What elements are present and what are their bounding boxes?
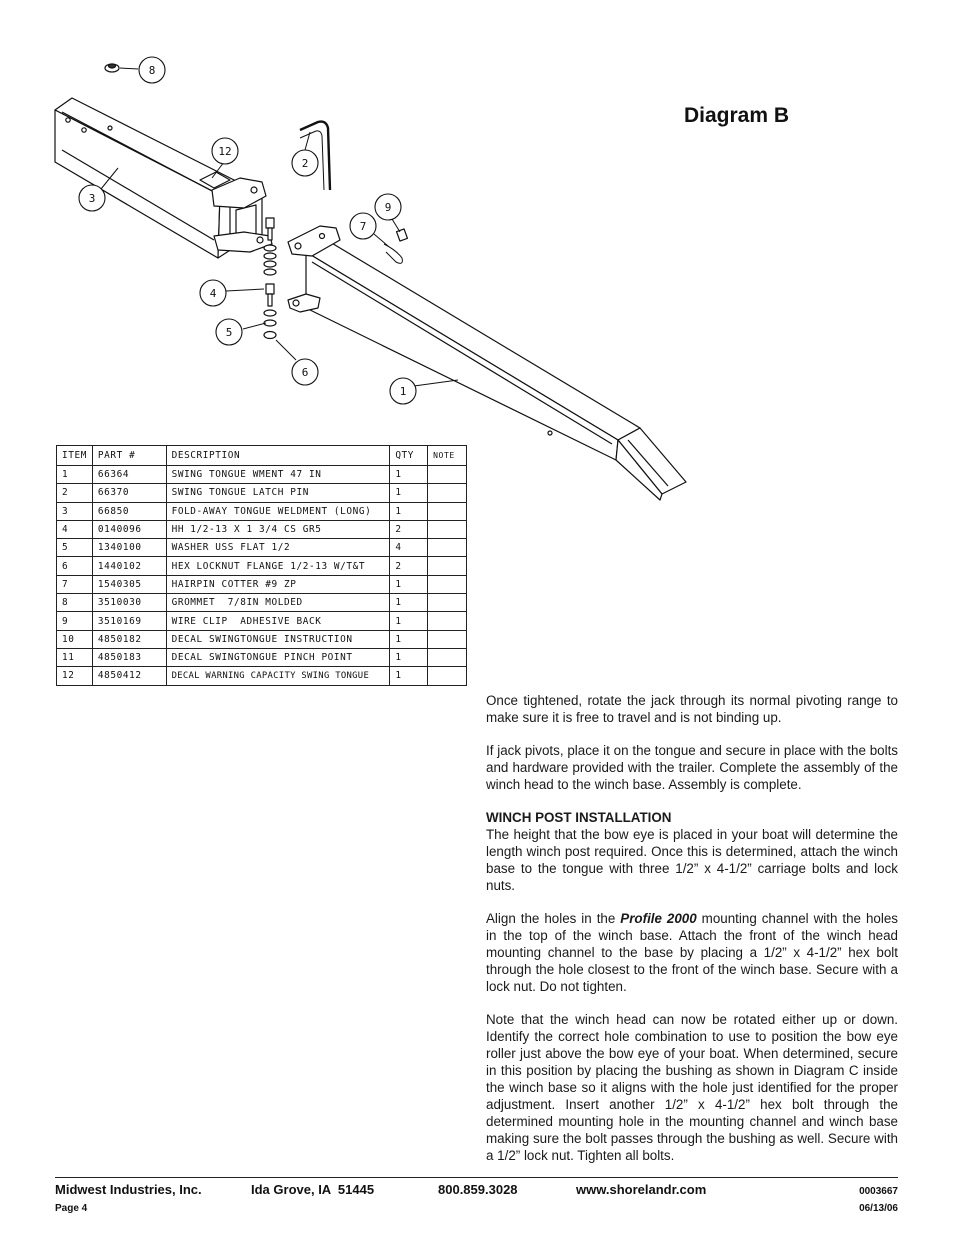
cell-part: 4850412 <box>92 667 166 685</box>
table-row <box>57 667 467 685</box>
diagram-title: Diagram B <box>684 104 790 127</box>
cell-part: 66364 <box>92 466 166 484</box>
footer-divider <box>55 1177 898 1178</box>
hairpin-cotter-part <box>384 244 402 263</box>
table-row <box>57 466 467 484</box>
callout-4 <box>200 280 226 306</box>
svg-text:2: 2 <box>301 157 309 170</box>
align-holes-text-end: mounting channel with the holes in the top of the winch base. Attach the front of the winch head mounting channel to the base by placing a 1/2” x 4-1/2” hex bolt through the hole closest to the front of the winch base. Secure with a lock nut. Do not tighten. <box>486 911 898 994</box>
cell-part: 1340100 <box>92 539 166 557</box>
callout-2 <box>292 150 318 176</box>
cell-note <box>428 594 467 612</box>
cell-item: 3 <box>57 502 93 520</box>
callout-12 <box>212 138 238 164</box>
svg-text:7: 7 <box>359 220 367 233</box>
parts-list-table <box>56 445 467 686</box>
table-row <box>57 612 467 630</box>
cell-qty: 2 <box>390 520 428 538</box>
cell-qty: 1 <box>390 575 428 593</box>
table-row <box>57 557 467 575</box>
table-row <box>57 502 467 520</box>
cell-qty: 1 <box>390 630 428 648</box>
cell-note <box>428 520 467 538</box>
cell-item: 8 <box>57 594 93 612</box>
paragraph-winch-rotation: Note that the winch head can now be rotated either up or down. Identify the correct hole combination to use to position the bow eye roller just above the bow eye of your boat. When determined, secure in this position by placing the bushing as shown in Diagram C inside the winch base so it aligns with the hole just identified for the proper adjustment. Insert another 1/2” x 4-1/2” hex bolt through the determined mounting hole in the mounting channel and winch base making sure the bolt passes through the bushing as well. Secure with a 1/2” lock nut. Tighten all bolts. <box>486 1012 898 1163</box>
header-item: ITEM <box>57 446 93 466</box>
cell-qty: 1 <box>390 484 428 502</box>
cell-qty: 1 <box>390 466 428 484</box>
table-row <box>57 520 467 538</box>
cell-qty: 4 <box>390 539 428 557</box>
cell-part: 1540305 <box>92 575 166 593</box>
footer-page-number: Page 4 <box>55 1203 88 1214</box>
cell-note <box>428 612 467 630</box>
cell-item: 5 <box>57 539 93 557</box>
cell-item: 9 <box>57 612 93 630</box>
cell-qty: 1 <box>390 648 428 666</box>
fastener-stack-lower <box>264 284 276 339</box>
callout-9 <box>375 194 401 220</box>
cell-description: DECAL WARNING CAPACITY SWING TONGUE <box>166 667 390 685</box>
cell-note <box>428 575 467 593</box>
cell-item: 4 <box>57 520 93 538</box>
cell-item: 7 <box>57 575 93 593</box>
footer-date: 06/13/06 <box>859 1203 898 1214</box>
paragraph-winch-post-height: The height that the bow eye is placed in your boat will determine the length winch post required. Once this is determined, attach the winch base to the tongue with three 1/2” x 4-1/2” carriage bolts and lock nuts. <box>486 827 898 893</box>
cell-part: 3510169 <box>92 612 166 630</box>
cell-description: DECAL SWINGTONGUE PINCH POINT <box>166 648 390 666</box>
svg-text:4: 4 <box>209 287 217 300</box>
cell-item: 6 <box>57 557 93 575</box>
cell-note <box>428 466 467 484</box>
paragraph-jack-pivots: If jack pivots, place it on the tongue and secure in place with the bolts and hardware provided with the trailer. Complete the assembly of the winch head to the winch base. Assembly is complete. <box>486 743 898 792</box>
fold-away-tongue-part <box>55 98 272 258</box>
table-row <box>57 630 467 648</box>
cell-item: 2 <box>57 484 93 502</box>
footer-company: Midwest Industries, Inc. <box>55 1182 202 1197</box>
cell-note <box>428 630 467 648</box>
cell-qty: 1 <box>390 594 428 612</box>
instructions-text <box>486 692 898 1164</box>
cell-note <box>428 667 467 685</box>
table-row <box>57 539 467 557</box>
cell-part: 1440102 <box>92 557 166 575</box>
grommet-part <box>105 64 119 72</box>
cell-description: FOLD-AWAY TONGUE WELDMENT (LONG) <box>166 502 390 520</box>
cell-item: 11 <box>57 648 93 666</box>
callout-1 <box>390 378 416 404</box>
svg-text:6: 6 <box>301 366 309 379</box>
cell-note <box>428 539 467 557</box>
cell-description: HEX LOCKNUT FLANGE 1/2-13 W/T&T <box>166 557 390 575</box>
callout-8 <box>139 57 165 83</box>
cell-note <box>428 557 467 575</box>
cell-description: DECAL SWINGTONGUE INSTRUCTION <box>166 630 390 648</box>
cell-part: 66850 <box>92 502 166 520</box>
cell-item: 10 <box>57 630 93 648</box>
header-part-number: PART # <box>92 446 166 466</box>
cell-qty: 1 <box>390 667 428 685</box>
cell-description: GROMMET 7/8IN MOLDED <box>166 594 390 612</box>
callout-3 <box>79 185 105 211</box>
cell-description: HH 1/2-13 X 1 3/4 CS GR5 <box>166 520 390 538</box>
cell-note <box>428 648 467 666</box>
footer-city: Ida Grove, IA 51445 <box>251 1182 375 1197</box>
cell-qty: 1 <box>390 502 428 520</box>
footer-phone: 800.859.3028 <box>438 1182 518 1197</box>
cell-description: SWING TONGUE WMENT 47 IN <box>166 466 390 484</box>
paragraph-jack-rotation: Once tightened, rotate the jack through its normal pivoting range to make sure it is free to travel and is not binding up. <box>486 693 898 725</box>
table-row <box>57 484 467 502</box>
cell-qty: 2 <box>390 557 428 575</box>
section-heading-winch-post: WINCH POST INSTALLATION <box>486 810 672 825</box>
paragraph-align-holes <box>486 910 898 995</box>
cell-part: 66370 <box>92 484 166 502</box>
footer-doc-number: 0003667 <box>859 1186 898 1197</box>
callout-5 <box>216 319 242 345</box>
cell-part: 4850183 <box>92 648 166 666</box>
svg-text:1: 1 <box>399 385 407 398</box>
svg-text:5: 5 <box>225 326 233 339</box>
cell-item: 12 <box>57 667 93 685</box>
cell-qty: 1 <box>390 612 428 630</box>
table-row <box>57 594 467 612</box>
align-holes-text-start: Align the holes in the <box>486 911 621 926</box>
product-name: Profile 2000 <box>620 911 697 926</box>
cell-part: 4850182 <box>92 630 166 648</box>
svg-text:12: 12 <box>218 145 232 158</box>
table-row <box>57 575 467 593</box>
fastener-stack-upper <box>264 218 276 275</box>
cell-part: 0140096 <box>92 520 166 538</box>
footer-website[interactable]: www.shorelandr.com <box>576 1182 707 1197</box>
table-row <box>57 648 467 666</box>
header-description: DESCRIPTION <box>166 446 390 466</box>
cell-description: SWING TONGUE LATCH PIN <box>166 484 390 502</box>
svg-text:8: 8 <box>148 64 156 77</box>
header-note: NOTE <box>428 446 467 466</box>
cell-note <box>428 502 467 520</box>
table-header-row <box>57 446 467 466</box>
callout-7 <box>350 213 376 239</box>
cell-item: 1 <box>57 466 93 484</box>
cell-note <box>428 484 467 502</box>
svg-text:3: 3 <box>88 192 96 205</box>
header-qty: QTY <box>390 446 428 466</box>
cell-description: WIRE CLIP ADHESIVE BACK <box>166 612 390 630</box>
cell-description: HAIRPIN COTTER #9 ZP <box>166 575 390 593</box>
cell-description: WASHER USS FLAT 1/2 <box>166 539 390 557</box>
callout-6 <box>292 359 318 385</box>
cell-part: 3510030 <box>92 594 166 612</box>
wire-clip-part <box>397 229 408 241</box>
svg-text:9: 9 <box>384 201 392 214</box>
